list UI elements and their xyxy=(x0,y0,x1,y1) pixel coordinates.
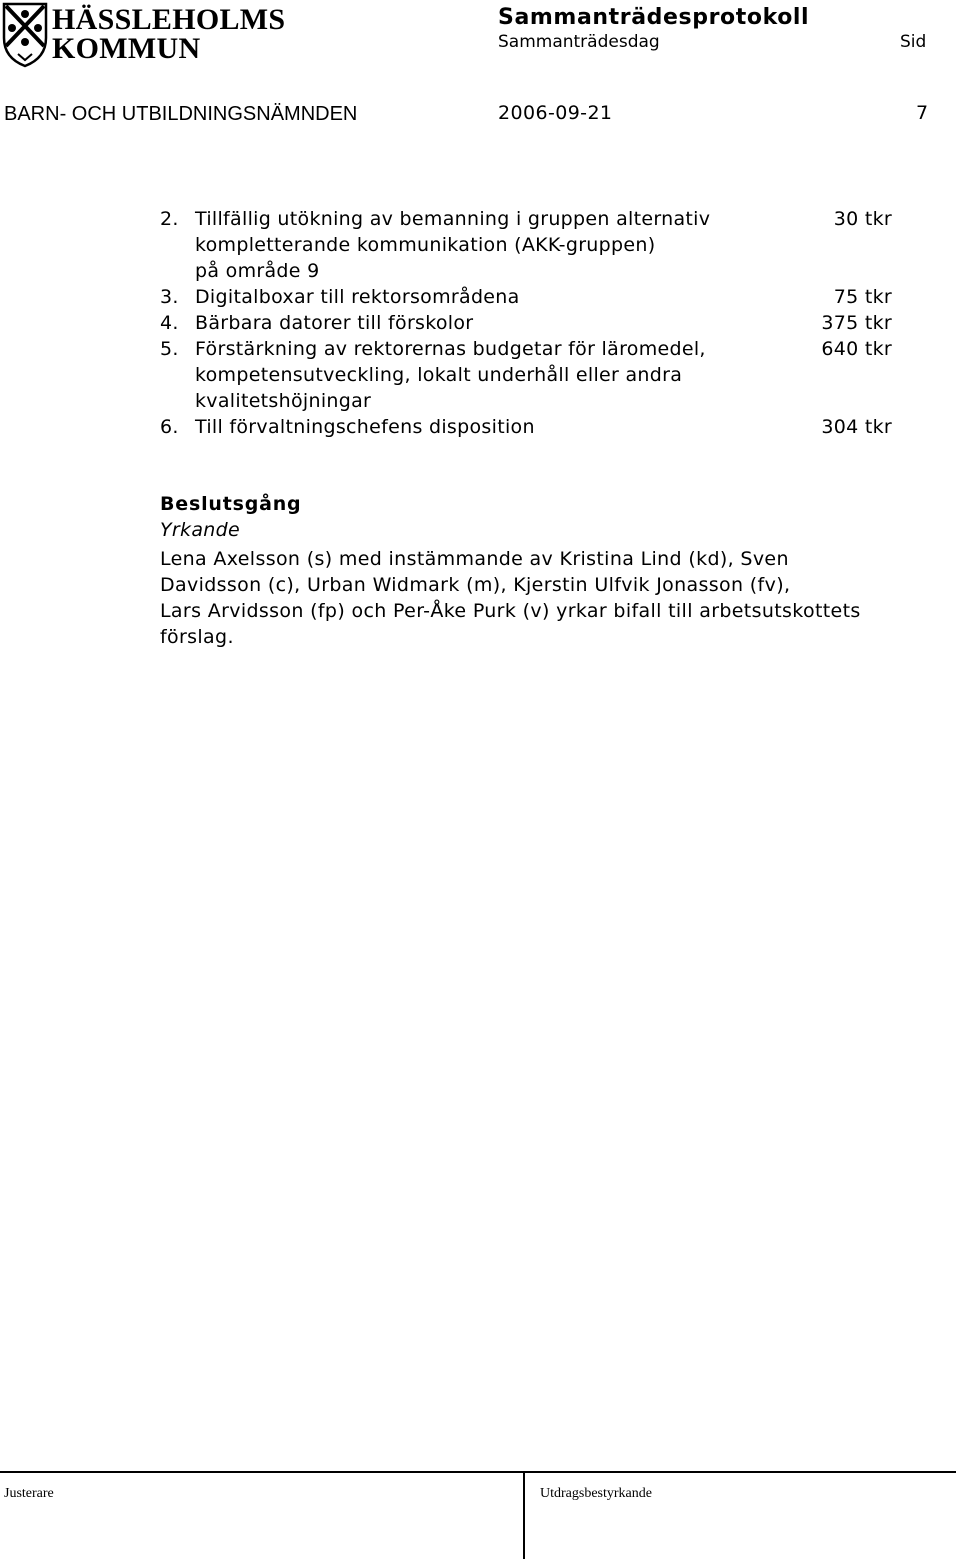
item-text-line: kompletterande kommunikation (AKK-gruppen) xyxy=(195,234,656,256)
motion-text-line: Lena Axelsson (s) med instämmande av Kristina Lind (kd), Sven xyxy=(160,548,789,570)
item-text-line: kvalitetshöjningar xyxy=(195,390,372,412)
item-amount: 304 tkr xyxy=(821,416,892,438)
logo-wordmark xyxy=(52,5,285,63)
motion-text-line: förslag. xyxy=(160,626,234,648)
meeting-date-label: Sammanträdesdag xyxy=(498,32,660,52)
item-text-line: Digitalboxar till rektorsområdena xyxy=(195,286,520,308)
item-number: 2. xyxy=(160,208,179,230)
item-text xyxy=(195,284,775,310)
meeting-date: 2006-09-21 xyxy=(498,102,613,124)
logo-line-1: HÄSSLEHOLMS xyxy=(52,3,286,36)
item-amount: 375 tkr xyxy=(821,312,892,334)
item-text-line: Förstärkning av rektorernas budgetar för läromedel, xyxy=(195,338,706,360)
motion-text-line: Lars Arvidsson (fp) och Per-Åke Purk (v) yrkar bifall till arbetsutskottets xyxy=(160,600,861,622)
item-amount: 75 tkr xyxy=(833,286,892,308)
item-text-line: kompetensutveckling, lokalt underhåll eller andra xyxy=(195,364,683,386)
decision-heading: Beslutsgång xyxy=(160,493,302,515)
coat-of-arms-icon xyxy=(2,2,48,68)
footer-divider-vertical xyxy=(523,1471,525,1559)
protocol-title: Sammanträdesprotokoll xyxy=(498,5,810,30)
item-text xyxy=(195,414,775,440)
item-amount: 30 tkr xyxy=(833,208,892,230)
item-number: 6. xyxy=(160,416,179,438)
municipality-logo xyxy=(2,2,286,68)
item-text xyxy=(195,206,775,284)
item-text-line: Till förvaltningschefens disposition xyxy=(195,416,535,438)
item-text-line: Tillfällig utökning av bemanning i gruppen alternativ xyxy=(195,208,711,230)
motion-label: Yrkande xyxy=(160,519,240,541)
motion-text xyxy=(160,546,861,650)
item-amount: 640 tkr xyxy=(821,338,892,360)
item-text xyxy=(195,310,775,336)
logo-line-2: KOMMUN xyxy=(52,32,201,65)
extract-certification-label: Utdragsbestyrkande xyxy=(540,1486,652,1501)
item-text xyxy=(195,336,775,414)
footer-divider-horizontal xyxy=(0,1471,956,1473)
committee-name: BARN- OCH UTBILDNINGSNÄMNDEN xyxy=(4,103,358,125)
item-number: 3. xyxy=(160,286,179,308)
item-text-line: på område 9 xyxy=(195,260,320,282)
motion-text-line: Davidsson (c), Urban Widmark (m), Kjerstin Ulfvik Jonasson (fv), xyxy=(160,574,791,596)
page-number: 7 xyxy=(916,102,929,124)
adjuster-label: Justerare xyxy=(4,1486,54,1501)
item-number: 4. xyxy=(160,312,179,334)
page-label: Sid xyxy=(900,32,927,52)
item-text-line: Bärbara datorer till förskolor xyxy=(195,312,474,334)
item-number: 5. xyxy=(160,338,179,360)
